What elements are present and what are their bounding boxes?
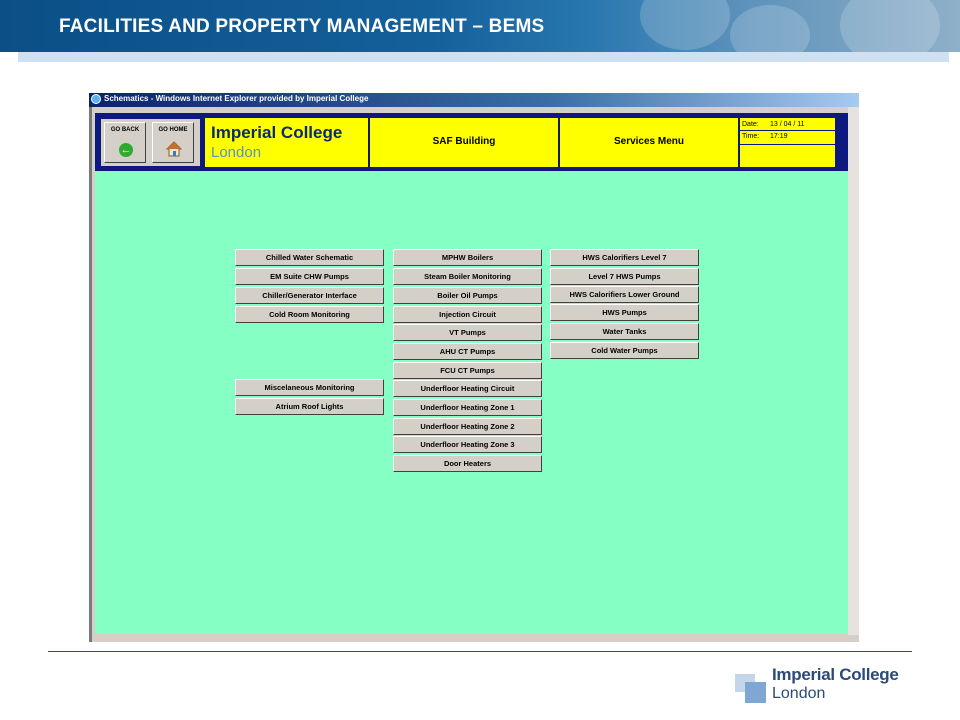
slide-title: FACILITIES AND PROPERTY MANAGEMENT – BEMS <box>59 16 545 37</box>
menu-button-hws-pumps[interactable]: HWS Pumps <box>550 304 699 321</box>
nav-buttons <box>101 119 200 166</box>
go-back-button[interactable] <box>104 122 146 163</box>
building-name: SAF Building <box>432 136 496 147</box>
menu-button-underfloor-heating-zone-2[interactable]: Underfloor Heating Zone 2 <box>393 418 542 435</box>
time-row <box>740 131 835 143</box>
menu-button-underfloor-heating-zone-1[interactable]: Underfloor Heating Zone 1 <box>393 399 542 416</box>
logo-square-dark <box>745 682 766 703</box>
menu-button-door-heaters[interactable]: Door Heaters <box>393 455 542 472</box>
window-border <box>89 107 92 642</box>
browser-titlebar <box>89 93 859 107</box>
menu-cell <box>560 118 738 167</box>
banner-photo-shape <box>730 5 810 52</box>
schematic-header <box>95 113 848 171</box>
go-home-button[interactable] <box>152 122 194 163</box>
menu-button-em-suite-chw-pumps[interactable]: EM Suite CHW Pumps <box>235 268 384 285</box>
menu-button-hws-calorifiers-level-7[interactable]: HWS Calorifiers Level 7 <box>550 249 699 266</box>
vertical-scrollbar[interactable] <box>848 107 859 635</box>
menu-button-ahu-ct-pumps[interactable]: AHU CT Pumps <box>393 343 542 360</box>
logo-text: Imperial College <box>211 123 343 142</box>
building-cell <box>370 118 558 167</box>
menu-button-fcu-ct-pumps[interactable]: FCU CT Pumps <box>393 362 542 379</box>
menu-button-boiler-oil-pumps[interactable]: Boiler Oil Pumps <box>393 287 542 304</box>
menu-button-level-7-hws-pumps[interactable]: Level 7 HWS Pumps <box>550 268 699 285</box>
menu-button-chilled-water-schematic[interactable]: Chilled Water Schematic <box>235 249 384 266</box>
back-arrow-icon: ← <box>120 144 132 156</box>
banner-photo-shape <box>640 0 730 50</box>
slide-header-banner <box>0 0 960 52</box>
banner-photo-shape <box>840 0 940 52</box>
logo-cell <box>205 118 368 167</box>
ie-icon <box>91 94 101 104</box>
menu-button-miscelaneous-monitoring[interactable]: Miscelaneous Monitoring <box>235 379 384 396</box>
menu-button-water-tanks[interactable]: Water Tanks <box>550 323 699 340</box>
date-value: 13 / 04 / 11 <box>770 121 805 128</box>
menu-name: Services Menu <box>613 136 685 147</box>
date-label: Date: <box>742 121 759 128</box>
go-home-label: GO HOME <box>158 127 188 133</box>
browser-window <box>89 93 859 642</box>
home-icon <box>166 141 182 157</box>
schematic-page <box>95 113 848 634</box>
menu-button-vt-pumps[interactable]: VT Pumps <box>393 324 542 341</box>
footer-logo-subtext: London <box>772 685 826 702</box>
browser-title: Schematics - Windows Internet Explorer provided by Imperial College <box>104 94 369 103</box>
menu-button-steam-boiler-monitoring[interactable]: Steam Boiler Monitoring <box>393 268 542 285</box>
menu-button-cold-room-monitoring[interactable]: Cold Room Monitoring <box>235 306 384 323</box>
menu-button-underfloor-heating-circuit[interactable]: Underfloor Heating Circuit <box>393 380 542 397</box>
footer-rule <box>48 651 912 652</box>
header-rule <box>18 52 949 62</box>
menu-button-hws-calorifiers-lower-ground[interactable]: HWS Calorifiers Lower Ground <box>550 286 699 303</box>
logo-subtext: London <box>211 144 262 161</box>
footer-logo-text: Imperial College <box>772 665 899 684</box>
datetime-divider <box>740 144 835 145</box>
menu-button-underfloor-heating-zone-3[interactable]: Underfloor Heating Zone 3 <box>393 436 542 453</box>
menu-button-injection-circuit[interactable]: Injection Circuit <box>393 306 542 323</box>
menu-button-atrium-roof-lights[interactable]: Atrium Roof Lights <box>235 398 384 415</box>
footer-logo <box>735 664 915 706</box>
menu-button-cold-water-pumps[interactable]: Cold Water Pumps <box>550 342 699 359</box>
go-back-label: GO BACK <box>110 127 140 133</box>
time-label: Time: <box>742 133 760 140</box>
menu-button-chiller-generator-interface[interactable]: Chiller/Generator Interface <box>235 287 384 304</box>
window-bottom-border <box>95 634 848 642</box>
time-value: 17:19 <box>770 133 788 140</box>
datetime-cell <box>740 118 835 167</box>
menu-button-mphw-boilers[interactable]: MPHW Boilers <box>393 249 542 266</box>
